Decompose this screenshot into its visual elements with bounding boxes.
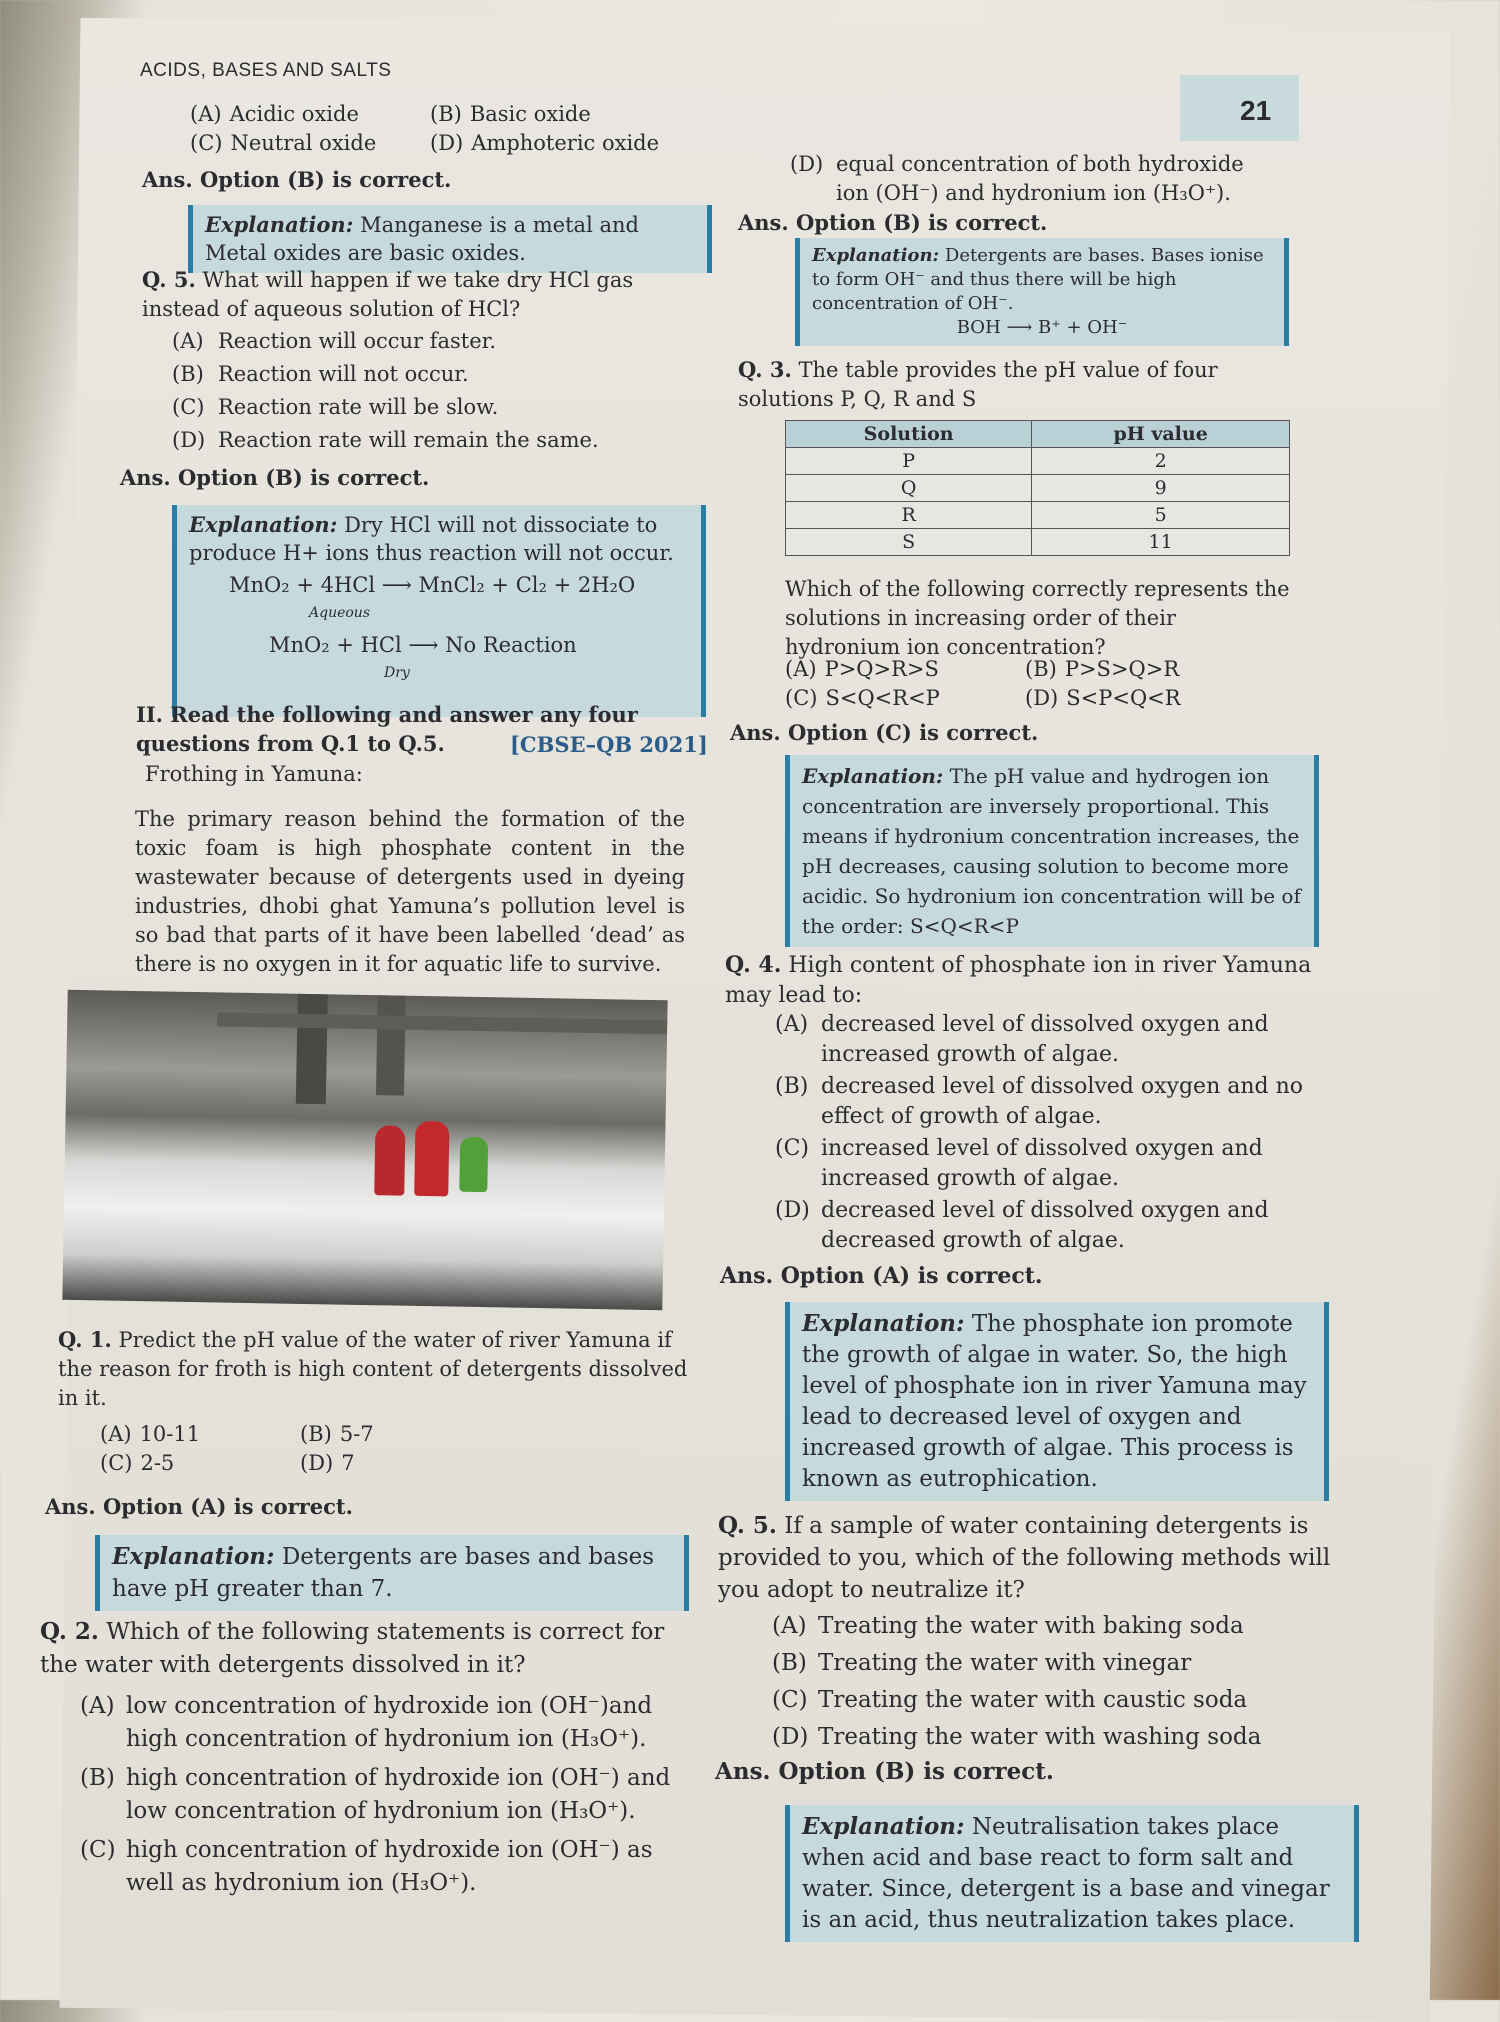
option-c: (C) Neutral oxide	[190, 131, 377, 155]
explanation-box: Explanation: Manganese is a metal and Metal oxides are basic oxides.	[188, 205, 712, 273]
explanation-box: Explanation: Detergents are bases. Bases ionise to form OH⁻ and thus there will be high concentration of OH⁻. BOH ⟶ B⁺ + OH⁻	[795, 238, 1289, 346]
table-row: Q 9	[786, 475, 1290, 502]
question-5: Q. 5. If a sample of water containing detergents is provided to you, which of the following methods will you adopt to neutralize it?	[718, 1512, 1331, 1603]
column-header: Solution	[786, 421, 1032, 448]
ph-table	[785, 420, 1290, 556]
table-row: R 5	[786, 502, 1290, 529]
option-a: (A) Acidic oxide	[190, 102, 359, 126]
chapter-header: ACIDS, BASES AND SALTS	[140, 60, 392, 81]
column-header: pH value	[1032, 421, 1290, 448]
table-row: S 11	[786, 529, 1290, 556]
question-3-text: Which of the following correctly represents the solutions in increasing order of their hydronium ion concentration?	[785, 577, 1290, 659]
answer: Ans. Option (B) is correct.	[715, 1758, 1054, 1785]
answer: Ans. Option (C) is correct.	[730, 720, 1039, 745]
equation: MnO₂ + 4HCl ⟶ MnCl₂ + Cl₂ + 2H₂O	[229, 573, 636, 597]
question-3: Q. 3. The table provides the pH value of four solutions P, Q, R and S	[738, 357, 1218, 411]
passage: The primary reason behind the formation of the toxic foam is high phosphate content in the wastewater because of detergents used in dyeing industries, dhobi ghat Yamuna’s pollution level is so bad that parts of it have been labelled ‘dead’ as there is no oxygen in it for aquatic life to survive.	[135, 807, 685, 976]
section-heading: II. Read the following and answer any four questions from Q.1 to Q.5.	[136, 702, 638, 756]
question-2: Q. 2. Which of the following statements is correct for the water with detergents dissolved in it?	[40, 1618, 665, 1678]
option-b: (B) Basic oxide	[430, 102, 591, 126]
q2-option-d: (D) equal concentration of both hydroxide ion (OH⁻) and hydronium ion (H₃O⁺).	[790, 152, 1244, 205]
answer: Ans. Option (A) is correct.	[45, 1494, 353, 1519]
yamuna-foam-photo	[62, 990, 667, 1310]
question-1: Q. 1. Predict the pH value of the water of river Yamuna if the reason for froth is high content of detergents dissolved in it.	[58, 1327, 688, 1410]
equation: BOH ⟶ B⁺ + OH⁻	[956, 317, 1128, 338]
q2-options: (A) low concentration of hydroxide ion (OH⁻)and high concentration of hydronium ion (H₃O⁺). (B) high concentration of hydroxide ion (OH⁻) and low concentration of hydronium ion (H₃O⁺). (C) high concentration of hydroxide ion (OH⁻) as well as hydronium ion (H₃O⁺).	[80, 1693, 671, 1896]
answer: Ans. Option (B) is correct.	[738, 210, 1048, 235]
q4-options: (A) decreased level of dissolved oxygen and increased growth of algae. (B) decreased level of dissolved oxygen and no effect of growth of algae. (C) increased level of dissolved oxygen and increased growth of algae. (D) decreased level of dissolved oxygen and decreased growth of algae.	[775, 1012, 1304, 1253]
explanation-box: Explanation: Detergents are bases and bases have pH greater than 7.	[95, 1535, 689, 1611]
q3-options: (A) P>Q>R>S (B) P>S>Q>R (C) S<Q<R<P (D) S<P<Q<R	[785, 657, 1181, 710]
page-number: 21	[1180, 75, 1299, 141]
passage-title: Frothing in Yamuna:	[145, 762, 363, 786]
equation: MnO₂ + HCl ⟶ No Reaction	[269, 633, 577, 657]
explanation-box: Explanation: Dry HCl will not dissociate to produce H+ ions thus reaction will not occur. MnO₂ + 4HCl ⟶ MnCl₂ + Cl₂ + 2H₂O Aqueous MnO₂ + HCl ⟶ No Reaction Dry	[172, 505, 706, 717]
source-tag: [CBSE–QB 2021]	[510, 732, 708, 757]
q4-options	[190, 100, 670, 158]
explanation-box: Explanation: The phosphate ion promote the growth of algae in water. So, the high level of phosphate ion in river Yamuna may lead to decreased level of oxygen and increased growth of algae. This process is known as eutrophication.	[785, 1302, 1329, 1501]
explanation-box: Explanation: The pH value and hydrogen ion concentration are inversely proportional. This means if hydronium concentration increases, the pH decreases, causing solution to become more acidic. So hydronium ion concentration will be of the order: S<Q<R<P	[785, 755, 1319, 947]
q5-options: (A) Treating the water with baking soda (B) Treating the water with vinegar (C) Treating the water with caustic soda (D) Treating the water with washing soda	[772, 1613, 1262, 1750]
explanation-box: Explanation: Neutralisation takes place when acid and base react to form salt and water. Since, detergent is a base and vinegar is an acid, thus neutralization takes place.	[785, 1805, 1359, 1942]
option-d: (D) Amphoteric oxide	[430, 131, 660, 155]
table-row: P 2	[786, 448, 1290, 475]
answer: Ans. Option (B) is correct.	[142, 167, 452, 192]
question-4: Q. 4. High content of phosphate ion in river Yamuna may lead to:	[725, 952, 1312, 1008]
q5-options: (A) Reaction will occur faster. (B) Reaction will not occur. (C) Reaction rate will be slow. (D) Reaction rate will remain the same.	[172, 329, 599, 452]
q1-options: (A) 10-11 (B) 5-7 (C) 2-5 (D) 7	[100, 1422, 374, 1475]
answer: Ans. Option (A) is correct.	[720, 1263, 1043, 1289]
question-5: Q. 5. What will happen if we take dry HCl gas instead of aqueous solution of HCl?	[142, 267, 634, 321]
answer: Ans. Option (B) is correct.	[120, 465, 430, 490]
